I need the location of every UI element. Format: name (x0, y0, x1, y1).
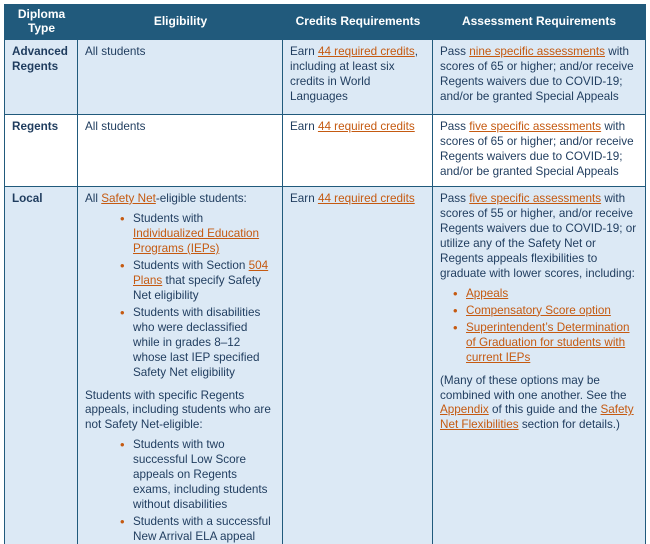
link-compensatory-score-option[interactable]: Compensatory Score option (466, 303, 611, 317)
paragraph: All students (85, 120, 146, 133)
bullet-item: • Students with disabilities who were declassified while in grades 8–12 whose last IEP specified Safety Net eligibility (133, 306, 275, 381)
local-assessment-cell (433, 187, 645, 544)
paragraph: Pass five specific assessments with scores of 65 or higher; and/or receive Regents waivers due to COVID-19; and/or be granted Special Appeals (440, 120, 634, 178)
paragraph: All Safety Net-eligible students: (85, 191, 247, 205)
link-appeals[interactable]: Appeals (466, 286, 509, 300)
bullet-list (440, 287, 638, 366)
link-44-required-credits[interactable]: 44 required credits (317, 120, 415, 133)
advanced-regents-eligibility-cell (78, 40, 283, 114)
bullet-item (466, 287, 638, 302)
bullet-list (85, 212, 275, 381)
column-header-assessment-requirements: Assessment Requirements (461, 14, 617, 29)
link-five-specific-assessments[interactable]: five specific assessments (469, 120, 602, 133)
link-appendix[interactable]: Appendix (440, 403, 489, 417)
regents-eligibility-cell (78, 115, 283, 186)
local-credits-cell (283, 187, 433, 544)
link-nine-specific-assessments[interactable]: nine specific assessments (469, 45, 605, 58)
bullet-item: • Students with Individualized Education Programs (IEPs) (133, 212, 275, 257)
table-row-advanced-regents (5, 40, 645, 115)
paragraph: Pass five specific assessments with scores of 55 or higher, and/or receive Regents waivers due to COVID-19; or utilize any of the Safety Net or Regents appeals flexibilities to graduate with lower scores, including: (440, 191, 637, 280)
table-row-regents (5, 115, 645, 187)
table-row-local (5, 187, 645, 544)
advanced-regents-credits-cell (283, 40, 433, 114)
column-header-diploma-type: Diploma Type (17, 7, 66, 35)
link-504-plans[interactable]: 504 Plans (133, 258, 269, 287)
bullet-list (85, 438, 275, 544)
link-44-required-credits[interactable]: 44 required credits (317, 45, 415, 58)
local-diploma-type-cell: Local (5, 187, 78, 544)
link-individualized-education-programs[interactable]: Individualized Education Programs (IEPs) (133, 226, 260, 255)
link-safety-net[interactable]: Safety Net (101, 191, 156, 205)
regents-diploma-type-cell: Regents (5, 115, 78, 186)
column-header-credits-requirements: Credits Requirements (295, 14, 421, 29)
advanced-regents-diploma-type-cell: Advanced Regents (5, 40, 78, 114)
paragraph: Earn 44 required credits (290, 191, 415, 205)
paragraph: (Many of these options may be combined with one another. See the Appendix of this guide and the Safety Net Flexibilities section for details.) (440, 373, 634, 432)
bullet-item: • Students with Section 504 Plans that specify Safety Net eligibility (133, 259, 275, 304)
local-eligibility-cell (78, 187, 283, 544)
bullet-item (466, 304, 638, 319)
regents-assessment-cell (433, 115, 645, 186)
diploma-requirements-table (4, 4, 646, 544)
paragraph: Students with specific Regents appeals, including students who are not Safety Net-eligible: (85, 388, 271, 432)
regents-credits-cell (283, 115, 433, 186)
paragraph: Earn 44 required credits (290, 120, 415, 133)
table-header-row (5, 6, 645, 40)
paragraph: Earn 44 required credits, including at least six credits in World Languages (290, 45, 418, 103)
advanced-regents-assessment-cell (433, 40, 645, 114)
column-header-eligibility: Eligibility (153, 14, 208, 29)
paragraph: Pass nine specific assessments with scores of 65 or higher; and/or receive Regents waivers due to COVID-19; and/or be granted Special Appeals (440, 45, 634, 103)
paragraph: All students (85, 45, 146, 58)
bullet-item (466, 321, 638, 366)
bullet-item: • Students with a successful New Arrival ELA appeal (133, 515, 275, 544)
link-safety-net-flexibilities[interactable]: Safety Net Flexibilities (440, 403, 634, 432)
bullet-item: • Students with two successful Low Score appeals on Regents exams, including students without disabilities (133, 438, 275, 513)
link-five-specific-assessments[interactable]: five specific assessments (469, 191, 602, 205)
link-superintendents-determination[interactable]: Superintendent’s Determination of Graduation for students with current IEPs (466, 320, 630, 364)
link-44-required-credits[interactable]: 44 required credits (317, 191, 415, 205)
